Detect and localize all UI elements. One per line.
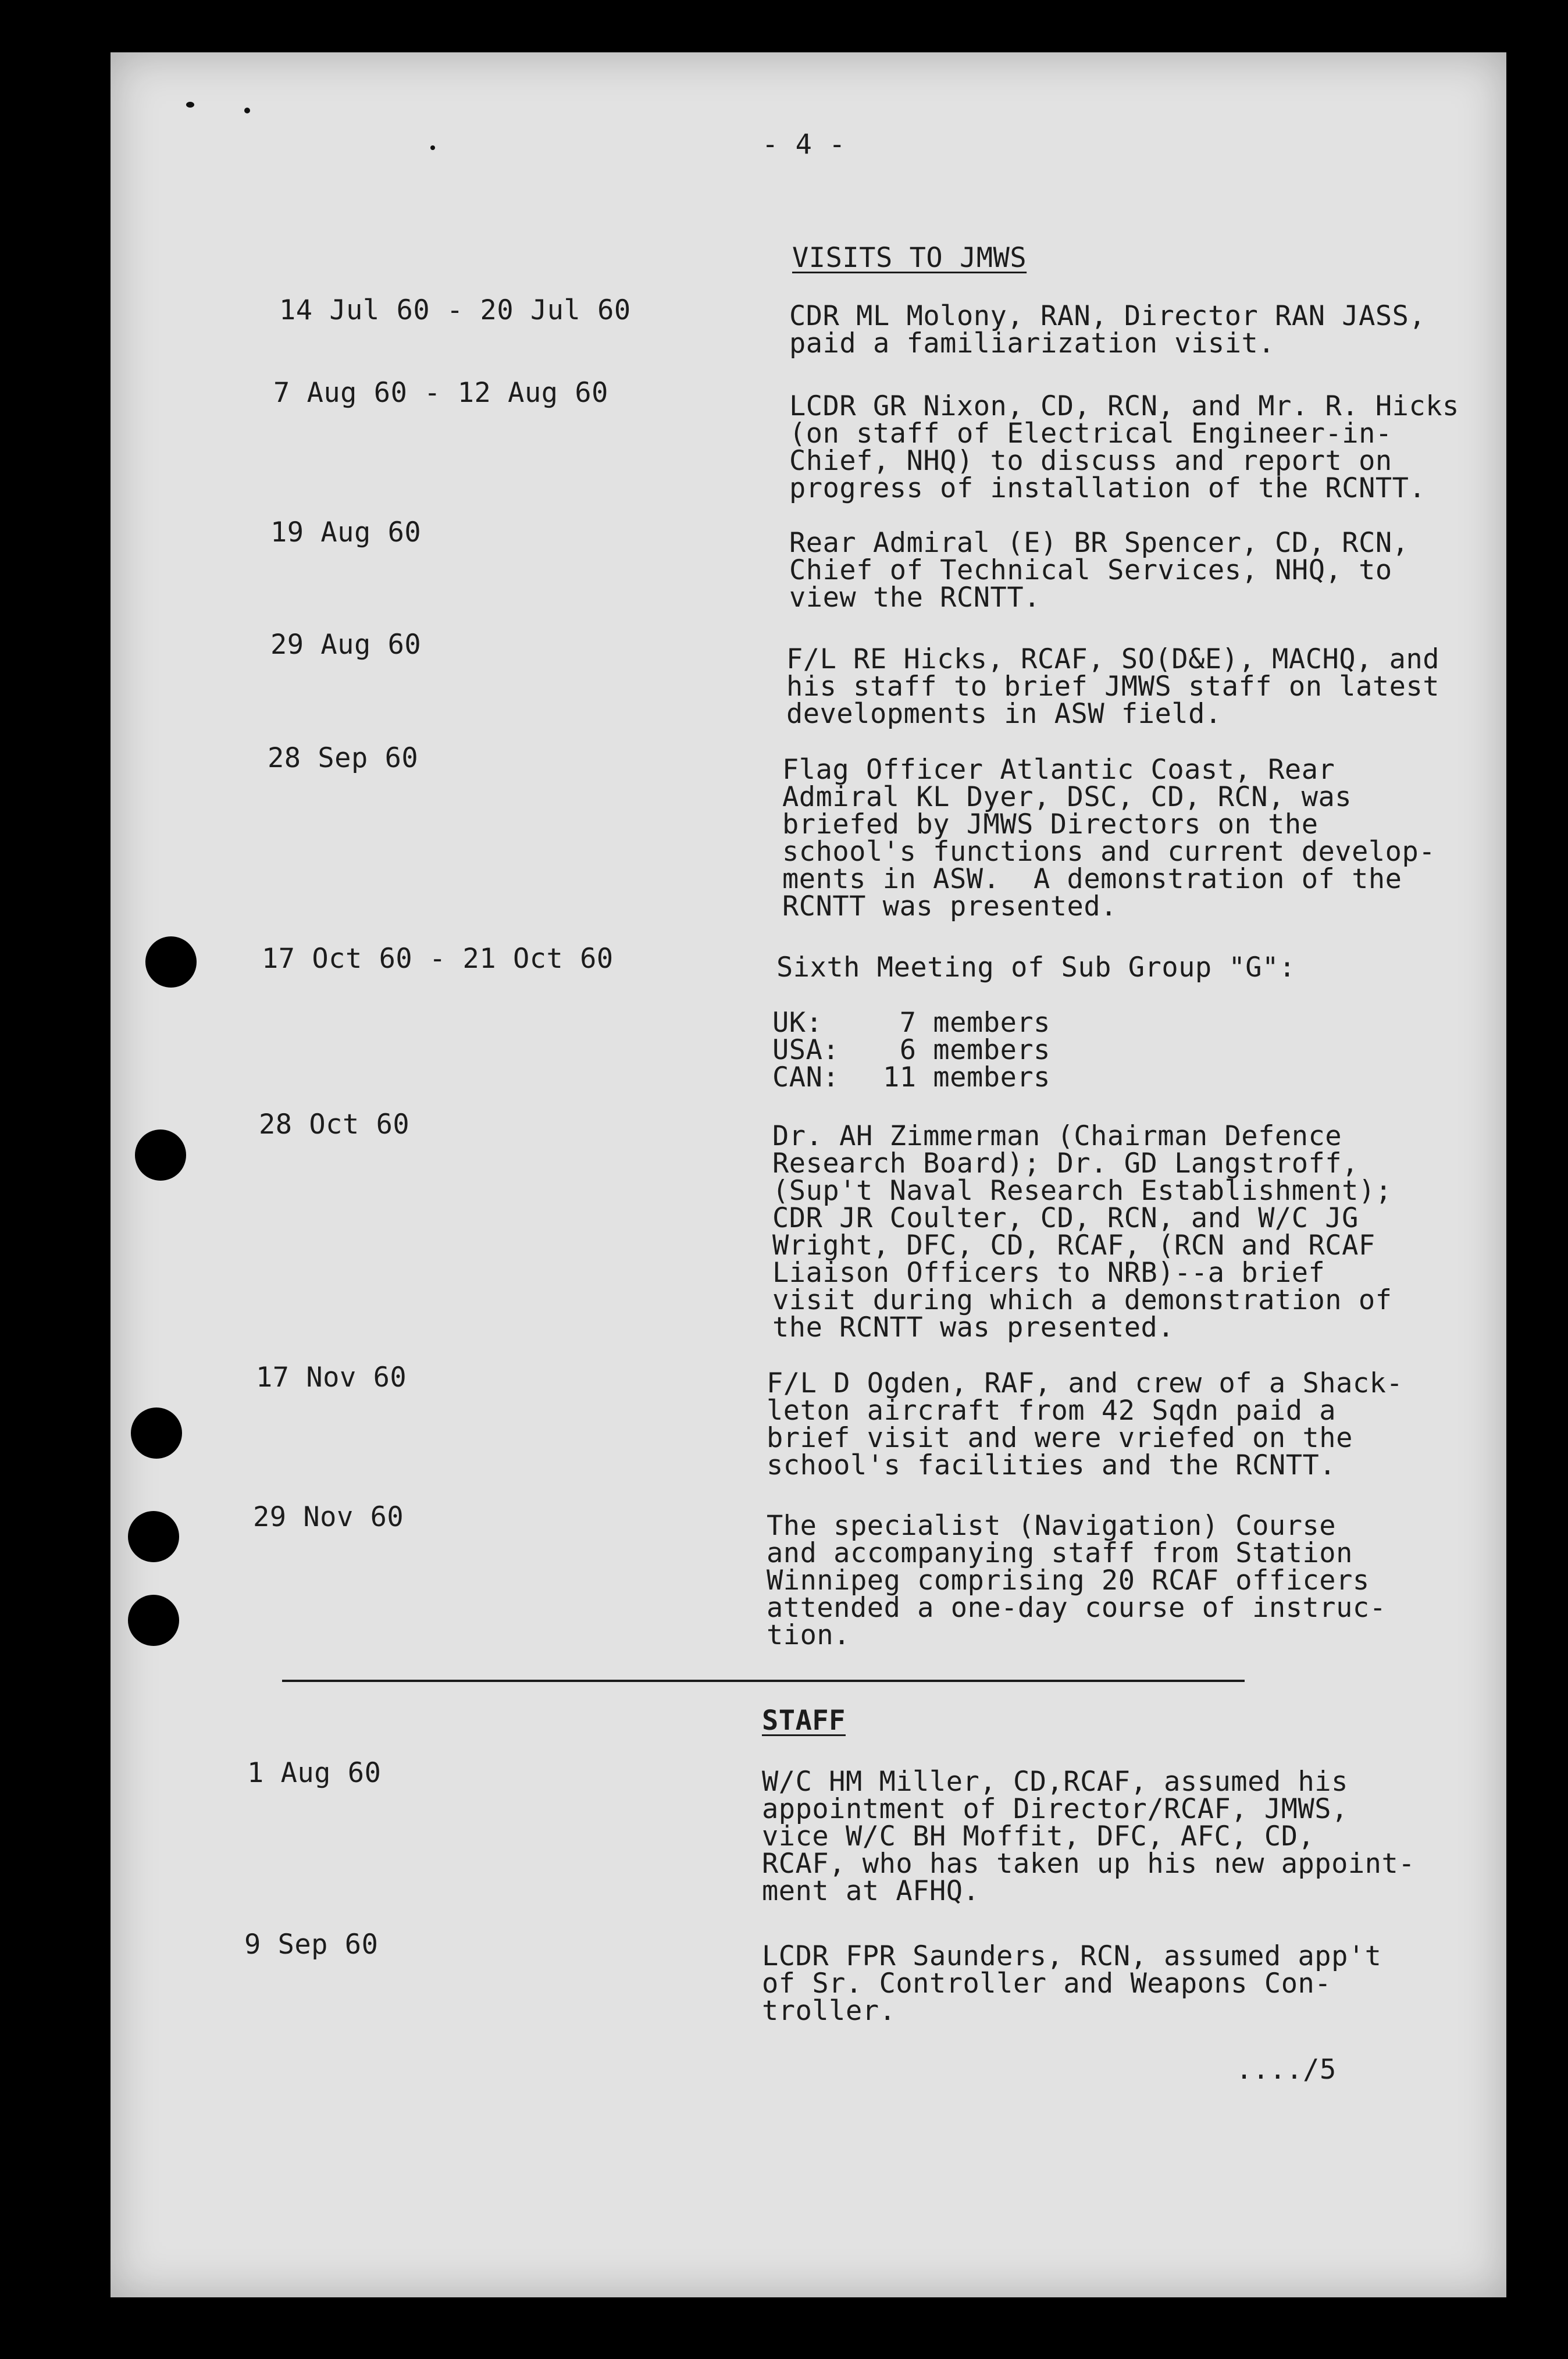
member-list [772, 1009, 1050, 1091]
staff-date-1: 1 Aug 60 [247, 1757, 382, 1789]
staff-text-2: LCDR FPR Saunders, RCN, assumed app't of Sr. Controller and Weapons Con- troller. [762, 1940, 1382, 2027]
staff-heading: STAFF [762, 1705, 846, 1737]
visit-text-5: Flag Officer Atlantic Coast, Rear Admiral KL Dyer, DSC, CD, RCN, was briefed by JMWS Directors on the school's functions and current develop- ments in ASW. A demonstration of the RCNTT was presented. [782, 754, 1436, 922]
visit-date-2: 7 Aug 60 - 12 Aug 60 [273, 377, 608, 409]
visit-text-1: CDR ML Molony, RAN, Director RAN JASS, paid a familiarization visit. [789, 300, 1426, 359]
punch-hole-1 [145, 936, 197, 988]
visit-date-8: 17 Nov 60 [256, 1362, 407, 1394]
visit-text-6: Sixth Meeting of Sub Group "G": [776, 952, 1296, 983]
visit-text-8: F/L D Ogden, RAF, and crew of a Shack- leton aircraft from 42 Sqdn paid a brief visit and were vriefed on the school's facilities and the RCNTT. [767, 1367, 1403, 1481]
ink-speck [186, 102, 194, 108]
punch-hole-4 [128, 1511, 179, 1562]
visits-heading: VISITS TO JMWS [792, 242, 1027, 274]
visit-date-7: 28 Oct 60 [259, 1109, 410, 1141]
visit-date-9: 29 Nov 60 [253, 1501, 404, 1533]
member-country-usa: USA: [772, 1034, 840, 1066]
visit-date-6: 17 Oct 60 - 21 Oct 60 [262, 943, 614, 975]
visit-date-1: 14 Jul 60 - 20 Jul 60 [279, 294, 631, 326]
staff-text-1: W/C HM Miller, CD,RCAF, assumed his appointment of Director/RCAF, JMWS, vice W/C BH Moffit, DFC, AFC, CD, RCAF, who has taken up his new appoint- ment at AFHQ. [762, 1766, 1416, 1907]
member-country-uk: UK: [772, 1007, 823, 1039]
member-count-usa: 6 members [883, 1034, 1050, 1066]
visit-text-2: LCDR GR Nixon, CD, RCN, and Mr. R. Hicks (on staff of Electrical Engineer-in- Chief, NHQ) to discuss and report on progress of installation of the RCNTT. [789, 390, 1459, 504]
member-count-can: 11 members [883, 1061, 1050, 1093]
ink-speck [430, 145, 435, 150]
visit-text-7: Dr. AH Zimmerman (Chairman Defence Research Board); Dr. GD Langstroff, (Sup't Naval Research Establishment); CDR JR Coulter, CD, RCN, and W/C JG Wright, DFC, CD, RCAF, (RCN and RCAF Liaison Officers to NRB)--a brief visit during which a demonstration of the RCNTT was presented. [772, 1120, 1392, 1344]
member-count-uk: 7 members [883, 1007, 1050, 1039]
visit-text-3: Rear Admiral (E) BR Spencer, CD, RCN, Chief of Technical Services, NHQ, to view the RCNTT. [789, 527, 1409, 614]
continuation-marker: ..../5 [1236, 2054, 1337, 2086]
visit-date-4: 29 Aug 60 [270, 629, 422, 661]
visit-text-9: The specialist (Navigation) Course and accompanying staff from Station Winnipeg comprising 20 RCAF officers attended a one-day course of instruc- tion. [767, 1510, 1387, 1651]
member-country-can: CAN: [772, 1061, 840, 1093]
section-divider [282, 1680, 1245, 1682]
punch-hole-2 [135, 1129, 186, 1181]
page-number: - 4 - [762, 129, 846, 161]
staff-date-2: 9 Sep 60 [244, 1929, 379, 1961]
punch-hole-3 [131, 1407, 182, 1459]
visit-date-5: 28 Sep 60 [268, 742, 419, 774]
visit-date-3: 19 Aug 60 [270, 516, 422, 548]
ink-speck [244, 108, 250, 113]
visit-text-4: F/L RE Hicks, RCAF, SO(D&E), MACHQ, and his staff to brief JMWS staff on latest developments in ASW field. [786, 643, 1440, 730]
punch-hole-5 [128, 1595, 179, 1646]
